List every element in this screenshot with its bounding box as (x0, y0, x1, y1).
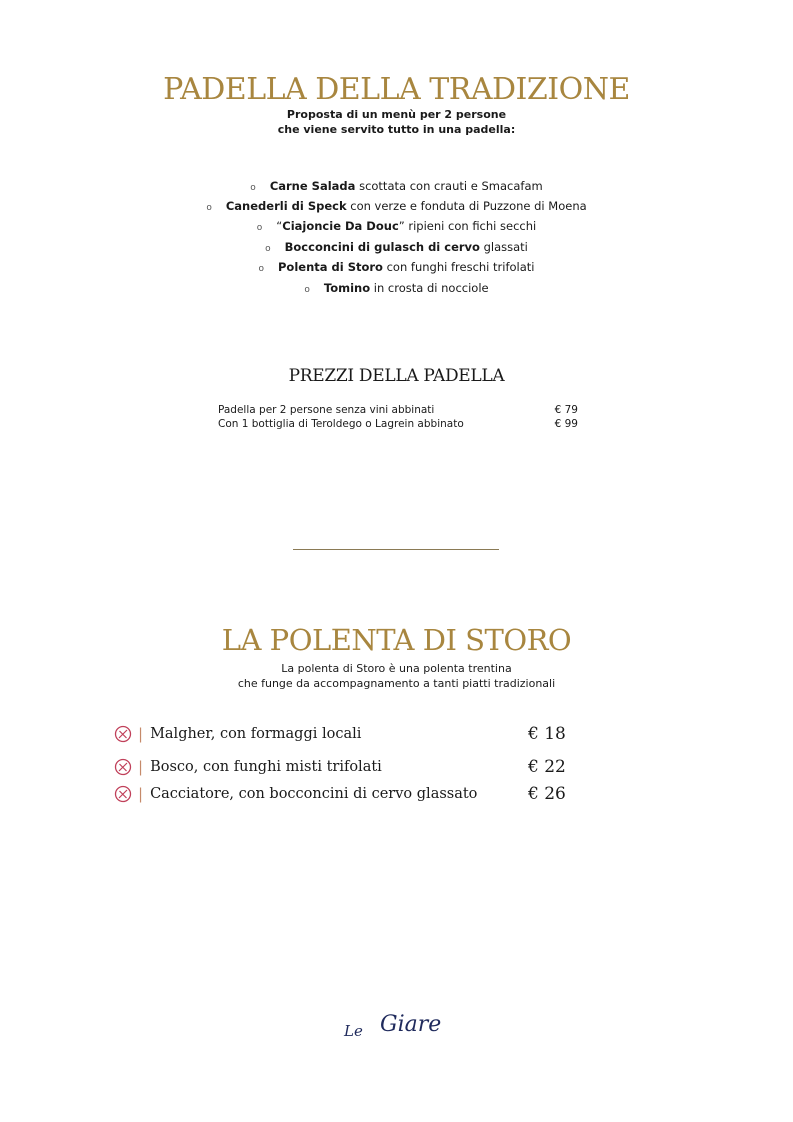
item-name: Polenta di Storo (278, 260, 383, 274)
intro-line: La polenta di Storo è una polenta trentina (281, 662, 512, 675)
item-desc: scottata con crauti e Smacafam (355, 179, 543, 193)
polenta-price: € 18 (528, 724, 566, 744)
item-name: Carne Salada (269, 179, 356, 193)
item-name: Tomino (323, 281, 371, 295)
polenta-name: Cacciatore, con bocconcini di cervo glassato (150, 786, 478, 802)
bullet-icon: o (250, 183, 256, 193)
logo-text-giare: Giare (380, 1012, 442, 1037)
item-desc: con funghi freschi trifolati (382, 260, 535, 274)
bullet-icon: o (256, 223, 263, 233)
intro-line: Proposta di un menù per 2 persone (286, 108, 507, 121)
item-desc: glassati (479, 240, 528, 254)
menu-item: o “Ciajoncie Da Douc” ripieni con fichi secchi (256, 219, 537, 233)
gluten-free-icon (114, 725, 132, 743)
price-label: Padella per 2 persone senza vini abbinati (218, 404, 435, 416)
item-name: Bocconcini di gulasch di cervo (284, 240, 480, 254)
polenta-intro (0, 661, 793, 691)
menu-item (0, 260, 793, 274)
logo-text-le: Le (344, 1022, 363, 1040)
prices-title: PREZZI DELLA PADELLA (288, 366, 505, 386)
item-desc: in crosta di nocciole (370, 281, 489, 295)
intro-line: che funge da accompagnamento a tanti piatti tradizionali (237, 677, 556, 690)
intro-line: che viene servito tutto in una padella: (277, 123, 516, 136)
le-giare-logo (330, 1010, 470, 1055)
item-name: Canederli di Speck (225, 199, 347, 213)
price-row (218, 418, 578, 430)
section-title-polenta: LA POLENTA DI STORO (221, 623, 572, 658)
section-title-padella: PADELLA DELLA TRADIZIONE (163, 72, 630, 108)
polenta-price: € 26 (528, 784, 566, 804)
item-name: Ciajoncie Da Douc (282, 219, 399, 233)
item-desc: ” ripieni con fichi secchi (398, 219, 537, 233)
bullet-icon: o (206, 203, 212, 213)
menu-item (0, 179, 793, 193)
menu-item (0, 199, 793, 213)
menu-item (0, 281, 793, 295)
price-value: € 79 (554, 404, 578, 416)
price-label: Con 1 bottiglia di Teroldego o Lagrein abbinato (218, 418, 464, 430)
polenta-name: Bosco, con funghi misti trifolati (150, 759, 382, 775)
polenta-name: Malgher, con formaggi locali (150, 726, 362, 742)
separator: | (138, 785, 144, 803)
separator: | (138, 758, 144, 776)
price-value: € 99 (554, 418, 578, 430)
bullet-icon: o (304, 285, 310, 295)
price-row (218, 404, 578, 416)
menu-item (0, 240, 793, 254)
bullet-icon: o (258, 264, 264, 274)
padella-intro (0, 107, 793, 137)
section-divider (293, 549, 499, 550)
separator: | (138, 725, 144, 743)
gluten-free-icon (114, 758, 132, 776)
gluten-free-icon (114, 785, 132, 803)
polenta-item (114, 755, 594, 779)
item-desc: con verze e fonduta di Puzzone di Moena (346, 199, 587, 213)
polenta-item (114, 782, 594, 806)
polenta-price: € 22 (528, 757, 566, 777)
polenta-item (114, 722, 594, 746)
bullet-icon: o (265, 244, 271, 254)
